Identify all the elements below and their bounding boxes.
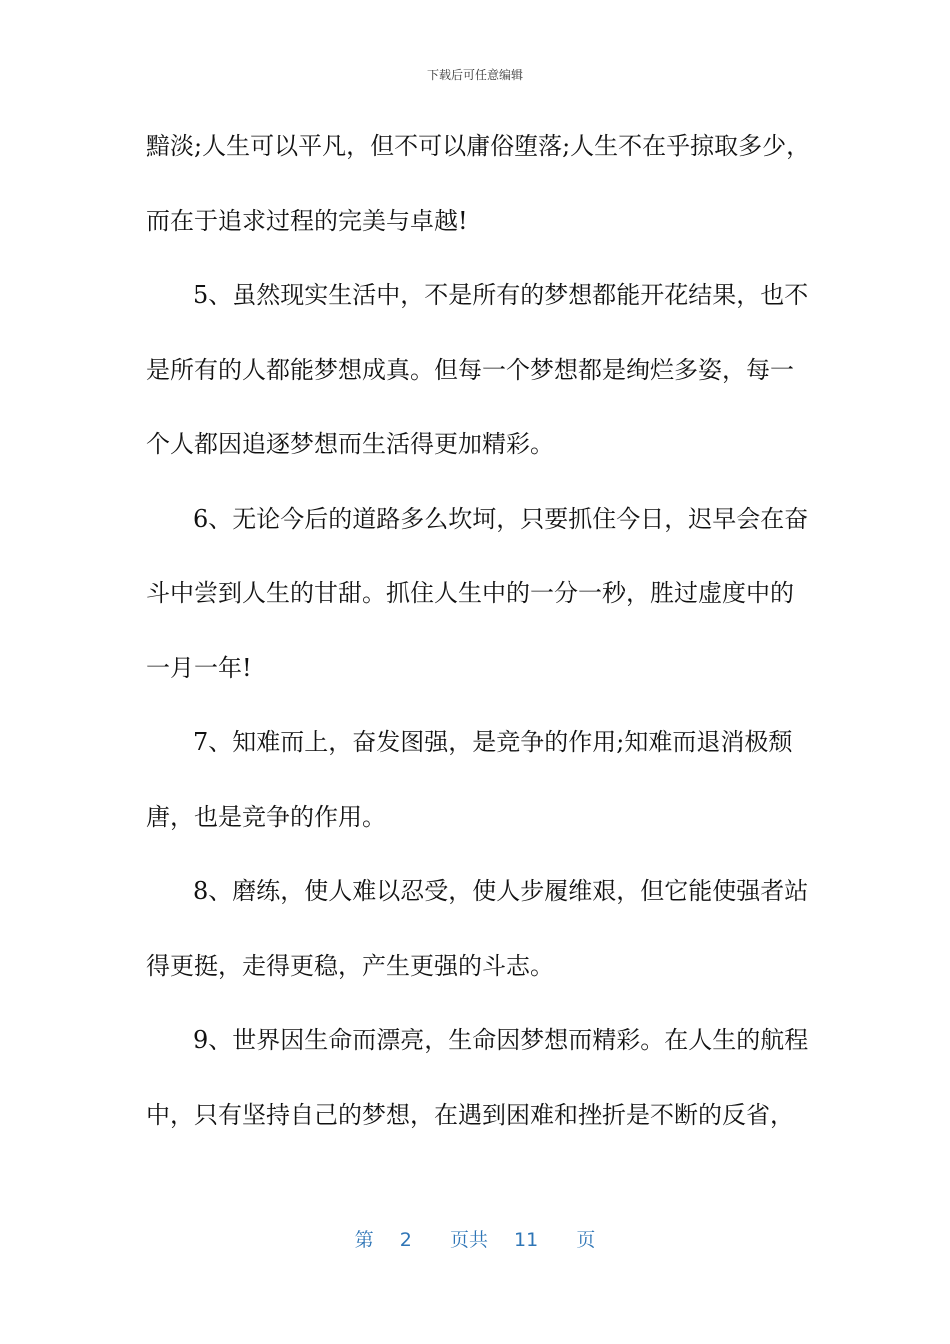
text-line: 6、无论今后的道路多么坎坷，只要抓住今日，迟早会在奋 (193, 504, 809, 533)
text-line: 9、世界因生命而漂亮，生命因梦想而精彩。在人生的航程 (193, 1026, 809, 1054)
text-line: 5、虽然现实生活中，不是所有的梦想都能开花结果，也不 (193, 281, 809, 309)
page-footer (0, 1225, 950, 1252)
page-label-prefix: 第 (354, 1229, 374, 1251)
text-line: 是所有的人都能梦想成真。但每一个梦想都是绚烂多姿，每一 (146, 355, 794, 384)
page-header-note: 下载后可任意编辑 (426, 68, 523, 82)
text-line: 而在于追求过程的完美与卓越! (146, 206, 468, 235)
text-line: 唐，也是竞争的作用。 (146, 802, 386, 831)
page-label-mid: 页共 (449, 1229, 488, 1251)
text-line: 得更挺，走得更稳，产生更强的斗志。 (146, 951, 554, 980)
document-body (146, 127, 811, 1170)
text-line: 中，只有坚持自己的梦想，在遇到困难和挫折是不断的反省， (146, 1100, 794, 1129)
text-line: 7、知难而上，奋发图强，是竞争的作用;知难而退消极颓 (193, 728, 793, 756)
text-line: 8、磨练，使人难以忍受，使人步履维艰，但它能使强者站 (193, 877, 809, 905)
text-line: 黯淡;人生可以平凡，但不可以庸俗堕落;人生不在乎掠取多少， (146, 132, 811, 160)
total-pages: 11 (514, 1229, 539, 1251)
text-line: 个人都因追逐梦想而生活得更加精彩。 (146, 430, 554, 458)
text-line: 一月一年! (146, 653, 252, 682)
page-number: 2 (399, 1229, 412, 1251)
page-label-suffix: 页 (576, 1229, 596, 1251)
text-line: 斗中尝到人生的甘甜。抓住人生中的一分一秒，胜过虚度中的 (146, 579, 794, 607)
